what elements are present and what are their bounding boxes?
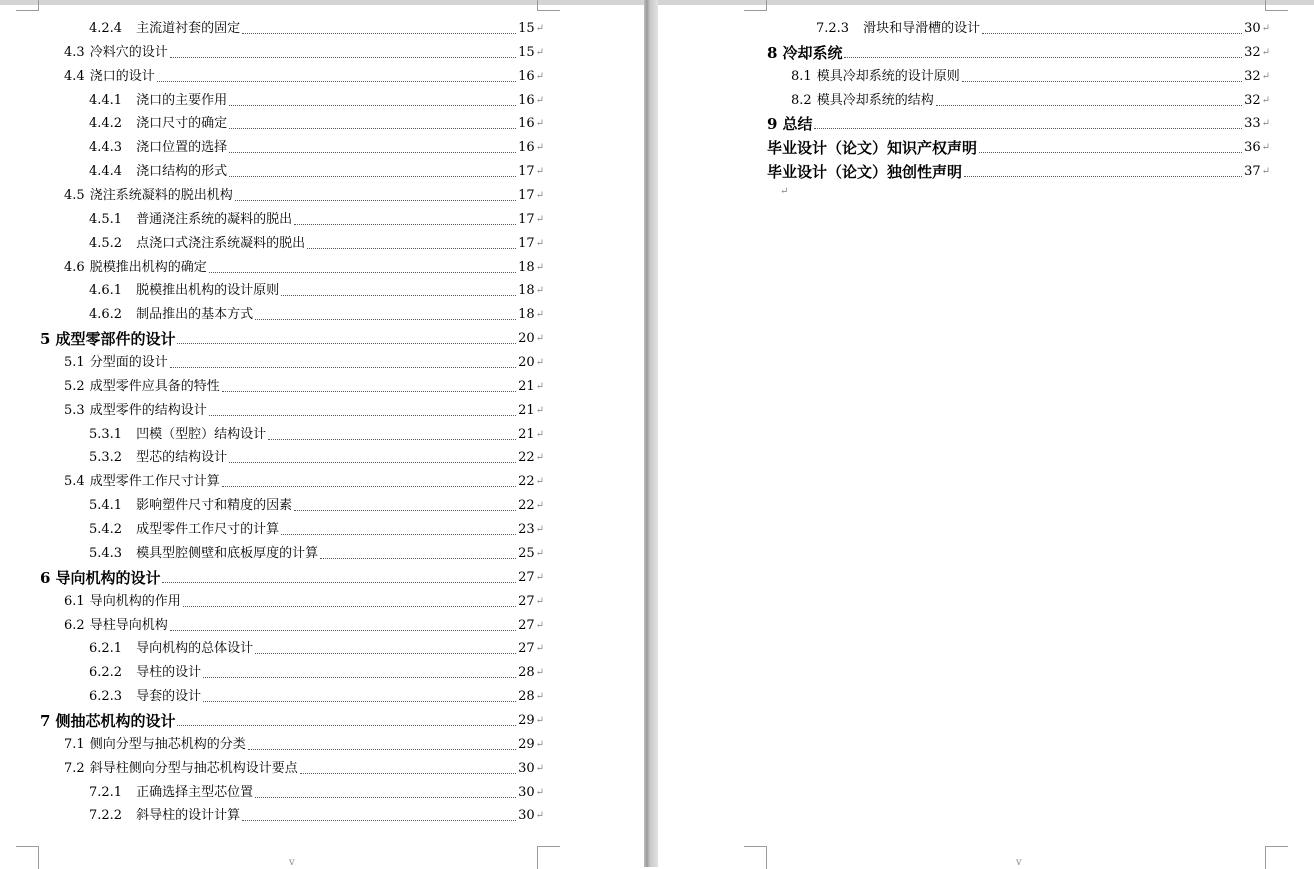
toc-entry-page: 16 — [518, 140, 535, 156]
toc-entry[interactable] — [89, 87, 544, 109]
toc-entry-title: 斜导柱的设计计算 — [136, 808, 241, 824]
paragraph-mark: ↵ — [535, 333, 544, 345]
toc-entry[interactable] — [40, 564, 544, 586]
toc-entry-number: 4.2.4 — [89, 21, 123, 36]
toc-entry-number: 7.2.1 — [89, 784, 123, 800]
toc-entry-page: 30 — [518, 808, 535, 824]
toc-entry-title: 分型面的设计 — [89, 355, 168, 371]
toc-dot-leader — [307, 247, 516, 249]
paragraph-mark: ↵ — [535, 23, 544, 34]
toc-entry-title: 总结 — [782, 115, 813, 134]
toc-entry[interactable] — [64, 254, 544, 276]
toc-entry-title: 冷料穴的设计 — [89, 44, 168, 60]
toc-entry-page: 18 — [518, 259, 535, 275]
toc-entry[interactable] — [64, 588, 544, 610]
toc-entry-page: 18 — [518, 307, 535, 323]
toc-dot-leader — [242, 819, 516, 821]
paragraph-mark: ↵ — [535, 94, 544, 106]
toc-entry-number: 5 — [40, 330, 51, 349]
toc-entry-number: 4.6.1 — [89, 283, 123, 299]
toc-entry-number: 7 — [40, 711, 51, 730]
toc-dot-leader — [162, 581, 516, 583]
toc-entry-number: 4.4.2 — [89, 116, 123, 132]
toc-entry-title: 成型零件工作尺寸计算 — [89, 474, 220, 490]
toc-entry-title: 成型零件的结构设计 — [89, 402, 207, 418]
page-number-mark: v — [1016, 857, 1022, 868]
paragraph-mark: ↵ — [535, 524, 544, 536]
toc-dot-leader — [814, 127, 1242, 129]
toc-entry-number: 8.2 — [791, 92, 812, 108]
toc-entry-number: 5.4.2 — [89, 522, 123, 538]
toc-entry-page: 28 — [518, 665, 535, 681]
toc-entry-page: 36 — [1244, 140, 1261, 156]
margin-corner-top-left — [744, 0, 767, 11]
toc-dot-leader — [229, 461, 516, 463]
toc-dot-leader — [222, 485, 516, 487]
toc-dot-leader — [209, 271, 516, 273]
toc-entry-number: 5.4 — [64, 474, 85, 490]
toc-entry[interactable] — [767, 110, 1270, 132]
page-divider — [644, 0, 658, 867]
toc-entry[interactable] — [767, 134, 1270, 156]
toc-dot-leader — [294, 509, 516, 511]
toc-entry-page: 27 — [518, 569, 535, 585]
toc-entry[interactable] — [89, 444, 544, 466]
paragraph-mark: ↵ — [535, 500, 544, 512]
toc-dot-leader — [964, 175, 1242, 177]
paragraph-mark: ↵ — [535, 70, 544, 82]
toc-entry-title: 导柱的设计 — [136, 665, 202, 681]
toc-entry-title: 浇口位置的选择 — [136, 140, 228, 156]
paragraph-mark: ↵ — [535, 762, 544, 774]
toc-entry-page: 22 — [518, 474, 535, 490]
toc-entry-title: 导柱导向机构 — [89, 617, 168, 633]
toc-entry-page: 29 — [518, 736, 535, 752]
toc-entry-title: 影响塑件尺寸和精度的因素 — [136, 498, 293, 514]
toc-entry-title: 主流道衬套的固定 — [136, 21, 241, 36]
toc-entry-number: 4.5.2 — [89, 235, 123, 251]
toc-entry[interactable] — [791, 87, 1270, 109]
paragraph-mark: ↵ — [535, 691, 544, 703]
toc-entry-title: 浇口结构的形式 — [136, 164, 228, 180]
toc-entry-number: 5.3.1 — [89, 426, 123, 442]
toc-entry-page: 16 — [518, 116, 535, 132]
toc-entry-title: 冷却系统 — [782, 43, 843, 62]
toc-entry-page: 20 — [518, 355, 535, 371]
toc-entry-number: 8 — [767, 43, 778, 62]
paragraph-mark: ↵ — [1261, 118, 1270, 130]
toc-entry-page: 15 — [518, 21, 535, 36]
toc-dot-leader — [982, 32, 1242, 34]
paragraph-mark: ↵ — [535, 595, 544, 607]
toc-dot-leader — [229, 104, 516, 106]
toc-entry-page: 27 — [518, 617, 535, 633]
paragraph-mark: ↵ — [1261, 23, 1270, 34]
toc-dot-leader — [242, 32, 516, 34]
toc-entry[interactable] — [791, 63, 1270, 85]
toc-entry[interactable] — [89, 134, 544, 156]
toc-entry[interactable] — [89, 492, 544, 514]
toc-entry-title: 浇口的设计 — [89, 68, 155, 84]
toc-dot-leader — [281, 294, 516, 296]
toc-entry-title: 正确选择主型芯位置 — [136, 784, 254, 800]
toc-entry[interactable] — [40, 325, 544, 347]
toc-entry-page: 17 — [518, 211, 535, 227]
toc-entry-number: 4.4.1 — [89, 92, 123, 108]
toc-entry[interactable] — [64, 731, 544, 753]
toc-entry[interactable] — [89, 158, 544, 180]
toc-entry-title: 脱模推出机构的设计原则 — [136, 283, 280, 299]
toc-entry-number: 5.4.3 — [89, 545, 123, 561]
toc-entry[interactable] — [89, 659, 544, 681]
toc-entry[interactable] — [64, 397, 544, 419]
margin-corner-top-right — [537, 0, 560, 11]
toc-entry-title: 模具冷却系统的结构 — [816, 92, 934, 108]
toc-dot-leader — [962, 80, 1242, 82]
toc-entry-number: 7.2.2 — [89, 808, 123, 824]
toc-dot-leader — [203, 700, 516, 702]
toc-dot-leader — [170, 629, 516, 631]
paragraph-mark: ↵ — [535, 261, 544, 273]
toc-dot-leader — [229, 175, 516, 177]
toc-entry[interactable] — [64, 39, 544, 61]
toc-entry-number: 5.3.2 — [89, 450, 123, 466]
toc-entry[interactable] — [64, 612, 544, 634]
toc-entry-number: 4.4.3 — [89, 140, 123, 156]
toc-dot-leader — [300, 772, 516, 774]
toc-dot-leader — [170, 366, 516, 368]
paragraph-mark: ↵ — [535, 810, 544, 822]
paragraph-mark: ↵ — [535, 428, 544, 440]
toc-entry[interactable] — [767, 39, 1270, 61]
paragraph-mark: ↵ — [535, 738, 544, 750]
toc-entry[interactable] — [89, 540, 544, 562]
paragraph-mark: ↵ — [535, 190, 544, 202]
paragraph-mark: ↵ — [535, 118, 544, 130]
toc-entry-number: 5.1 — [64, 355, 85, 371]
toc-dot-leader — [294, 223, 516, 225]
toc-entry-page: 21 — [518, 378, 535, 394]
toc-entry-page: 33 — [1244, 116, 1261, 132]
toc-entry-title: 导向机构的总体设计 — [136, 641, 254, 657]
paragraph-mark: ↵ — [535, 452, 544, 464]
toc-entry[interactable] — [767, 158, 1270, 180]
toc-entry-title: 型芯的结构设计 — [136, 450, 228, 466]
margin-corner-bottom-left — [16, 846, 39, 869]
document-page-left — [0, 5, 644, 867]
margin-corner-bottom-right — [1265, 846, 1288, 869]
toc-entry-title: 成型零件工作尺寸的计算 — [136, 522, 280, 538]
toc-entry-page: 37 — [1244, 164, 1261, 180]
toc-entry-title: 导向机构的设计 — [55, 568, 161, 587]
toc-entry-page: 15 — [518, 44, 535, 60]
toc-entry[interactable] — [89, 421, 544, 443]
toc-dot-leader — [844, 56, 1242, 58]
paragraph-mark: ↵ — [1261, 166, 1270, 178]
toc-dot-leader — [320, 557, 516, 559]
paragraph-mark: ↵ — [535, 667, 544, 679]
toc-entry-page: 29 — [518, 712, 535, 728]
toc-entry-title: 毕业设计（论文）独创性声明 — [767, 163, 963, 182]
toc-entry-page: 30 — [1244, 21, 1261, 36]
toc-entry-title: 毕业设计（论文）知识产权声明 — [767, 139, 978, 158]
toc-entry-number: 6.2.3 — [89, 689, 123, 705]
paragraph-mark: ↵ — [535, 643, 544, 655]
toc-entry-page: 16 — [518, 92, 535, 108]
margin-corner-bottom-right — [537, 846, 560, 869]
paragraph-mark: ↵ — [535, 571, 544, 583]
toc-entry[interactable] — [89, 802, 544, 824]
toc-dot-leader — [203, 676, 516, 678]
toc-entry-number: 4.5.1 — [89, 211, 123, 227]
toc-entry-number: 6 — [40, 568, 51, 587]
toc-entry-title: 浇注系统凝料的脱出机构 — [89, 188, 233, 204]
toc-entry[interactable] — [40, 707, 544, 729]
toc-dot-leader — [255, 652, 516, 654]
toc-entry[interactable] — [64, 755, 544, 777]
toc-entry-title: 侧向分型与抽芯机构的分类 — [89, 736, 246, 752]
toc-entry-number: 6.2 — [64, 617, 85, 633]
toc-entry-page: 23 — [518, 522, 535, 538]
paragraph-mark: ↵ — [535, 142, 544, 154]
paragraph-mark: ↵ — [1261, 94, 1270, 106]
toc-entry-number: 5.4.1 — [89, 498, 123, 514]
toc-entry-title: 成型零部件的设计 — [55, 330, 176, 349]
toc-entry-title: 侧抽芯机构的设计 — [55, 711, 176, 730]
toc-entry-title: 导套的设计 — [136, 689, 202, 705]
paragraph-mark: ↵ — [535, 213, 544, 225]
toc-entry-page: 17 — [518, 188, 535, 204]
toc-dot-leader — [268, 438, 516, 440]
margin-corner-top-left — [16, 0, 39, 11]
toc-entry[interactable] — [64, 373, 544, 395]
toc-dot-leader — [979, 151, 1242, 153]
toc-dot-leader — [248, 748, 516, 750]
toc-entry-number: 4.6 — [64, 259, 85, 275]
toc-entry-title: 浇口尺寸的确定 — [136, 116, 228, 132]
toc-entry-title: 凹模（型腔）结构设计 — [136, 426, 267, 442]
toc-entry-number: 5.2 — [64, 378, 85, 394]
paragraph-mark: ↵ — [535, 619, 544, 631]
toc-entry[interactable] — [816, 15, 1270, 37]
paragraph-mark: ↵ — [780, 186, 789, 197]
paragraph-mark: ↵ — [535, 285, 544, 297]
toc-entry-title: 制品推出的基本方式 — [136, 307, 254, 323]
toc-dot-leader — [183, 605, 516, 607]
toc-dot-leader — [157, 80, 516, 82]
paragraph-mark: ↵ — [535, 786, 544, 798]
margin-corner-bottom-left — [744, 846, 767, 869]
toc-entry-page: 16 — [518, 68, 535, 84]
paragraph-mark: ↵ — [1261, 142, 1270, 154]
toc-dot-leader — [235, 199, 516, 201]
toc-entry-number: 8.1 — [791, 68, 812, 84]
toc-entry-page: 22 — [518, 498, 535, 514]
toc-dot-leader — [936, 104, 1242, 106]
toc-entry-number: 9 — [767, 115, 778, 134]
toc-entry-title: 导向机构的作用 — [89, 593, 181, 609]
toc-entry-number: 6.1 — [64, 593, 85, 609]
toc-dot-leader — [177, 724, 516, 726]
toc-entry-page: 27 — [518, 641, 535, 657]
toc-entry-title: 模具型腔侧壁和底板厚度的计算 — [136, 545, 319, 561]
toc-entry[interactable] — [89, 15, 544, 37]
page-number-mark: v — [289, 857, 295, 868]
toc-entry-page: 17 — [518, 164, 535, 180]
toc-dot-leader — [255, 318, 516, 320]
toc-dot-leader — [255, 796, 516, 798]
toc-entry-page: 25 — [518, 545, 535, 561]
toc-entry[interactable] — [89, 277, 544, 299]
paragraph-mark: ↵ — [535, 309, 544, 321]
toc-entry-title: 浇口的主要作用 — [136, 92, 228, 108]
toc-entry-number: 5.3 — [64, 402, 85, 418]
paragraph-mark: ↵ — [535, 547, 544, 559]
toc-entry-title: 斜导柱侧向分型与抽芯机构设计要点 — [89, 760, 298, 776]
toc-dot-leader — [229, 151, 516, 153]
paragraph-mark: ↵ — [535, 237, 544, 249]
toc-entry[interactable] — [89, 635, 544, 657]
toc-entry-page: 32 — [1244, 44, 1261, 60]
document-page-right — [658, 5, 1314, 867]
paragraph-mark: ↵ — [1261, 70, 1270, 82]
toc-entry-page: 21 — [518, 426, 535, 442]
toc-dot-leader — [209, 414, 516, 416]
paragraph-mark: ↵ — [535, 380, 544, 392]
toc-entry-page: 22 — [518, 450, 535, 466]
toc-entry-title: 滑块和导滑槽的设计 — [863, 21, 981, 36]
toc-dot-leader — [229, 127, 516, 129]
toc-entry-page: 30 — [518, 760, 535, 776]
toc-entry-page: 27 — [518, 593, 535, 609]
toc-entry-page: 28 — [518, 689, 535, 705]
margin-corner-top-right — [1265, 0, 1288, 11]
toc-entry-page: 18 — [518, 283, 535, 299]
toc-entry-page: 32 — [1244, 68, 1261, 84]
toc-entry-title: 点浇口式浇注系统凝料的脱出 — [136, 235, 306, 251]
toc-entry-number: 4.6.2 — [89, 307, 123, 323]
toc-entry-number: 7.2.3 — [816, 21, 850, 36]
toc-dot-leader — [281, 533, 516, 535]
toc-entry-title: 成型零件应具备的特性 — [89, 378, 220, 394]
toc-entry[interactable] — [89, 230, 544, 252]
toc-entry[interactable] — [64, 349, 544, 371]
paragraph-mark: ↵ — [535, 404, 544, 416]
toc-entry[interactable] — [64, 182, 544, 204]
paragraph-mark: ↵ — [535, 714, 544, 726]
toc-entry-number: 7.1 — [64, 736, 85, 752]
toc-entry-number: 6.2.2 — [89, 665, 123, 681]
toc-entry-page: 32 — [1244, 92, 1261, 108]
toc-entry-title: 脱模推出机构的确定 — [89, 259, 207, 275]
toc-entry[interactable] — [64, 63, 544, 85]
toc-entry[interactable] — [89, 110, 544, 132]
toc-entry[interactable] — [89, 206, 544, 228]
toc-entry[interactable] — [89, 779, 544, 801]
toc-entry-page: 17 — [518, 235, 535, 251]
paragraph-mark: ↵ — [535, 357, 544, 369]
toc-entry-page: 30 — [518, 784, 535, 800]
toc-entry-page: 21 — [518, 402, 535, 418]
paragraph-mark: ↵ — [535, 46, 544, 58]
toc-entry-title: 普通浇注系统的凝料的脱出 — [136, 211, 293, 227]
paragraph-mark: ↵ — [1261, 46, 1270, 58]
paragraph-mark: ↵ — [535, 166, 544, 178]
toc-entry-number: 4.4 — [64, 68, 85, 84]
toc-entry-number: 6.2.1 — [89, 641, 123, 657]
toc-entry[interactable] — [64, 468, 544, 490]
toc-dot-leader — [222, 390, 516, 392]
toc-entry[interactable] — [89, 301, 544, 323]
toc-entry-title: 模具冷却系统的设计原则 — [816, 68, 960, 84]
toc-entry-number: 7.2 — [64, 760, 85, 776]
toc-entry-number: 4.3 — [64, 44, 85, 60]
toc-dot-leader — [177, 342, 516, 344]
toc-dot-leader — [170, 56, 516, 58]
toc-entry-number: 4.4.4 — [89, 164, 123, 180]
toc-entry-page: 20 — [518, 331, 535, 347]
toc-entry[interactable] — [89, 683, 544, 705]
toc-entry[interactable] — [89, 516, 544, 538]
toc-entry-number: 4.5 — [64, 188, 85, 204]
paragraph-mark: ↵ — [535, 476, 544, 488]
